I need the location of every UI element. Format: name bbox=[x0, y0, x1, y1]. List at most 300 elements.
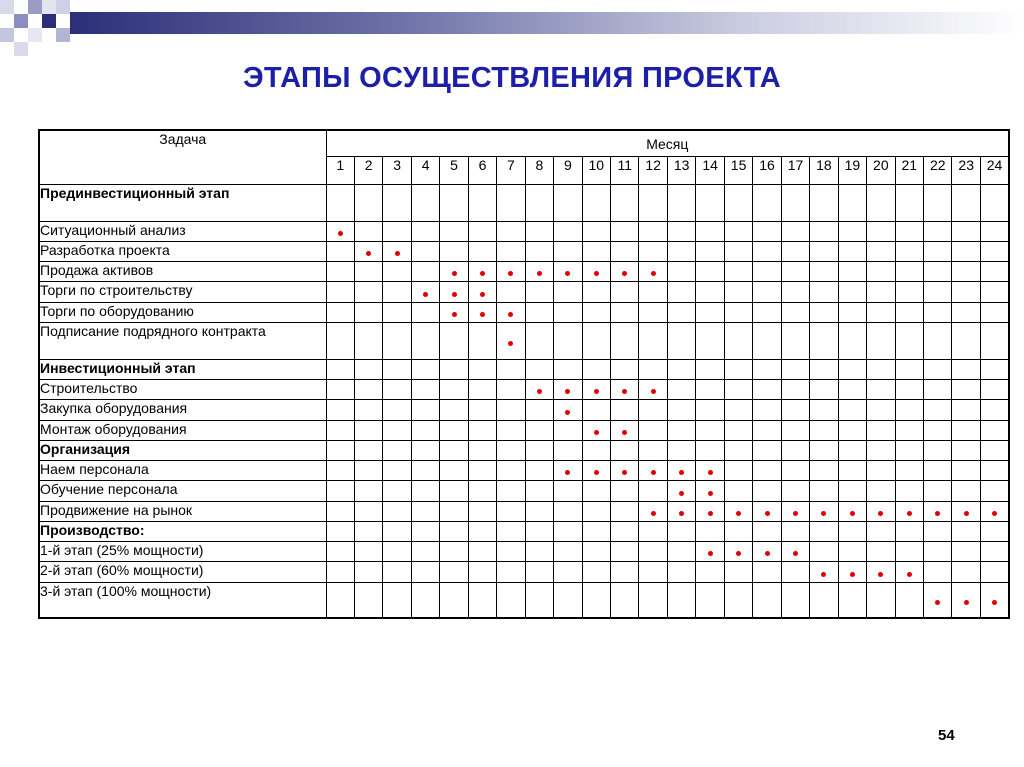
month-cell bbox=[468, 460, 496, 480]
month-cell bbox=[497, 302, 525, 322]
month-cell bbox=[326, 379, 354, 399]
month-cell bbox=[838, 480, 866, 501]
month-cell bbox=[952, 501, 980, 521]
month-cell bbox=[895, 420, 923, 440]
month-cell bbox=[468, 501, 496, 521]
task-row bbox=[39, 359, 1009, 379]
month-cell bbox=[696, 521, 724, 541]
month-cell bbox=[724, 460, 752, 480]
month-cell bbox=[611, 221, 639, 241]
month-cell bbox=[497, 322, 525, 359]
task-row bbox=[39, 420, 1009, 440]
month-cell bbox=[497, 379, 525, 399]
month-cell bbox=[924, 399, 952, 420]
header-gradient-bar bbox=[70, 12, 1024, 34]
month-cell bbox=[468, 561, 496, 582]
month-number: 19 bbox=[838, 156, 866, 184]
activity-marker bbox=[708, 491, 713, 496]
month-cell bbox=[639, 420, 667, 440]
activity-marker bbox=[821, 511, 826, 516]
month-cell bbox=[354, 521, 382, 541]
activity-marker bbox=[537, 389, 542, 394]
month-cell bbox=[980, 184, 1009, 221]
month-cell bbox=[867, 521, 895, 541]
month-cell bbox=[838, 399, 866, 420]
month-cell bbox=[753, 322, 781, 359]
month-cell bbox=[696, 302, 724, 322]
month-cell bbox=[895, 359, 923, 379]
month-cell bbox=[440, 541, 468, 561]
month-cell bbox=[667, 582, 695, 618]
phase-label: Производство: bbox=[39, 521, 326, 541]
month-cell bbox=[582, 241, 610, 261]
month-cell bbox=[980, 440, 1009, 460]
month-cell bbox=[582, 302, 610, 322]
month-cell bbox=[639, 241, 667, 261]
month-cell bbox=[411, 582, 439, 618]
activity-marker bbox=[679, 511, 684, 516]
month-cell bbox=[411, 420, 439, 440]
month-cell bbox=[980, 302, 1009, 322]
month-cell bbox=[639, 440, 667, 460]
month-cell bbox=[411, 281, 439, 302]
month-cell bbox=[497, 281, 525, 302]
month-cell bbox=[667, 359, 695, 379]
month-number: 5 bbox=[440, 156, 468, 184]
month-cell bbox=[440, 501, 468, 521]
month-column-header: Месяц bbox=[326, 130, 1009, 156]
activity-marker bbox=[622, 271, 627, 276]
month-cell bbox=[582, 541, 610, 561]
activity-marker bbox=[679, 491, 684, 496]
month-cell bbox=[724, 420, 752, 440]
month-cell bbox=[582, 582, 610, 618]
month-cell bbox=[611, 541, 639, 561]
month-number: 12 bbox=[639, 156, 667, 184]
activity-marker bbox=[651, 511, 656, 516]
month-cell bbox=[525, 379, 553, 399]
month-cell bbox=[468, 261, 496, 281]
month-cell bbox=[810, 281, 838, 302]
month-number: 24 bbox=[980, 156, 1009, 184]
month-cell bbox=[326, 561, 354, 582]
task-label: Обучение персонала bbox=[39, 480, 326, 501]
month-cell bbox=[354, 541, 382, 561]
month-cell bbox=[354, 582, 382, 618]
month-cell bbox=[440, 440, 468, 460]
month-cell bbox=[440, 184, 468, 221]
month-cell bbox=[952, 460, 980, 480]
activity-marker bbox=[736, 551, 741, 556]
month-number: 9 bbox=[554, 156, 582, 184]
activity-marker bbox=[480, 312, 485, 317]
month-cell bbox=[781, 322, 809, 359]
month-cell bbox=[952, 261, 980, 281]
month-number: 20 bbox=[867, 156, 895, 184]
activity-marker bbox=[622, 389, 627, 394]
month-cell bbox=[781, 420, 809, 440]
month-cell bbox=[895, 241, 923, 261]
month-number: 7 bbox=[497, 156, 525, 184]
activity-marker bbox=[878, 572, 883, 577]
month-cell bbox=[667, 541, 695, 561]
month-cell bbox=[326, 399, 354, 420]
month-cell bbox=[952, 480, 980, 501]
month-cell bbox=[440, 460, 468, 480]
month-cell bbox=[440, 359, 468, 379]
month-cell bbox=[724, 582, 752, 618]
month-cell bbox=[867, 322, 895, 359]
month-cell bbox=[582, 440, 610, 460]
month-cell bbox=[326, 221, 354, 241]
month-cell bbox=[582, 281, 610, 302]
month-cell bbox=[924, 322, 952, 359]
month-cell bbox=[895, 440, 923, 460]
month-cell bbox=[810, 302, 838, 322]
month-cell bbox=[440, 521, 468, 541]
month-cell bbox=[326, 281, 354, 302]
month-cell bbox=[440, 221, 468, 241]
month-cell bbox=[838, 281, 866, 302]
month-cell bbox=[838, 261, 866, 281]
month-cell bbox=[326, 359, 354, 379]
page-title: ЭТАПЫ ОСУЩЕСТВЛЕНИЯ ПРОЕКТА bbox=[242, 62, 781, 94]
month-number: 18 bbox=[810, 156, 838, 184]
month-cell bbox=[696, 399, 724, 420]
month-cell bbox=[724, 184, 752, 221]
month-cell bbox=[611, 440, 639, 460]
month-cell bbox=[554, 460, 582, 480]
month-cell bbox=[354, 440, 382, 460]
month-cell bbox=[810, 521, 838, 541]
month-cell bbox=[895, 281, 923, 302]
month-cell bbox=[354, 281, 382, 302]
month-cell bbox=[611, 521, 639, 541]
activity-marker bbox=[765, 551, 770, 556]
month-cell bbox=[696, 582, 724, 618]
month-cell bbox=[696, 261, 724, 281]
task-row bbox=[39, 302, 1009, 322]
month-cell bbox=[980, 561, 1009, 582]
month-cell bbox=[838, 379, 866, 399]
month-cell bbox=[411, 440, 439, 460]
month-cell bbox=[952, 241, 980, 261]
month-cell bbox=[952, 379, 980, 399]
activity-marker bbox=[708, 511, 713, 516]
month-cell bbox=[667, 399, 695, 420]
month-cell bbox=[525, 440, 553, 460]
month-cell bbox=[838, 302, 866, 322]
month-cell bbox=[468, 521, 496, 541]
month-number: 6 bbox=[468, 156, 496, 184]
month-cell bbox=[781, 541, 809, 561]
month-cell bbox=[497, 521, 525, 541]
month-cell bbox=[980, 501, 1009, 521]
month-cell bbox=[980, 541, 1009, 561]
month-cell bbox=[468, 302, 496, 322]
month-cell bbox=[895, 302, 923, 322]
month-cell bbox=[497, 582, 525, 618]
month-cell bbox=[724, 221, 752, 241]
month-cell bbox=[525, 521, 553, 541]
month-cell bbox=[582, 521, 610, 541]
month-cell bbox=[354, 420, 382, 440]
month-cell bbox=[554, 582, 582, 618]
month-cell bbox=[867, 561, 895, 582]
month-cell bbox=[753, 261, 781, 281]
month-cell bbox=[781, 221, 809, 241]
task-row bbox=[39, 561, 1009, 582]
task-row bbox=[39, 281, 1009, 302]
month-cell bbox=[952, 281, 980, 302]
month-cell bbox=[582, 420, 610, 440]
month-cell bbox=[326, 460, 354, 480]
month-cell bbox=[525, 561, 553, 582]
task-row bbox=[39, 379, 1009, 399]
month-cell bbox=[980, 480, 1009, 501]
month-cell bbox=[611, 501, 639, 521]
month-cell bbox=[525, 184, 553, 221]
task-row bbox=[39, 322, 1009, 359]
month-cell bbox=[696, 241, 724, 261]
month-cell bbox=[639, 561, 667, 582]
month-cell bbox=[867, 184, 895, 221]
month-cell bbox=[440, 561, 468, 582]
month-cell bbox=[326, 440, 354, 460]
month-cell bbox=[895, 221, 923, 241]
month-cell bbox=[924, 561, 952, 582]
month-cell bbox=[838, 322, 866, 359]
task-label: Продвижение на рынок bbox=[39, 501, 326, 521]
month-cell bbox=[639, 359, 667, 379]
month-cell bbox=[810, 184, 838, 221]
month-cell bbox=[952, 221, 980, 241]
task-row bbox=[39, 399, 1009, 420]
month-cell bbox=[440, 399, 468, 420]
month-cell bbox=[838, 582, 866, 618]
month-cell bbox=[952, 420, 980, 440]
month-cell bbox=[753, 541, 781, 561]
month-cell bbox=[667, 281, 695, 302]
month-cell bbox=[497, 359, 525, 379]
month-cell bbox=[354, 221, 382, 241]
month-cell bbox=[980, 359, 1009, 379]
month-cell bbox=[525, 460, 553, 480]
month-cell bbox=[895, 541, 923, 561]
month-cell bbox=[582, 184, 610, 221]
month-cell bbox=[781, 261, 809, 281]
task-row bbox=[39, 440, 1009, 460]
month-cell bbox=[639, 582, 667, 618]
month-cell bbox=[639, 480, 667, 501]
month-cell bbox=[924, 521, 952, 541]
month-cell bbox=[383, 322, 411, 359]
task-row bbox=[39, 480, 1009, 501]
month-cell bbox=[867, 241, 895, 261]
month-cell bbox=[781, 460, 809, 480]
month-cell bbox=[895, 561, 923, 582]
month-cell bbox=[554, 281, 582, 302]
task-row bbox=[39, 541, 1009, 561]
month-cell bbox=[468, 379, 496, 399]
month-cell bbox=[895, 521, 923, 541]
month-cell bbox=[753, 501, 781, 521]
month-cell bbox=[468, 221, 496, 241]
month-cell bbox=[554, 359, 582, 379]
month-cell bbox=[810, 379, 838, 399]
activity-marker bbox=[480, 292, 485, 297]
task-row bbox=[39, 501, 1009, 521]
month-cell bbox=[810, 221, 838, 241]
month-cell bbox=[980, 221, 1009, 241]
month-cell bbox=[781, 359, 809, 379]
month-cell bbox=[326, 521, 354, 541]
month-cell bbox=[354, 501, 382, 521]
month-cell bbox=[838, 241, 866, 261]
activity-marker bbox=[793, 551, 798, 556]
month-cell bbox=[440, 261, 468, 281]
month-cell bbox=[838, 541, 866, 561]
month-cell bbox=[781, 241, 809, 261]
month-cell bbox=[980, 322, 1009, 359]
month-cell bbox=[838, 561, 866, 582]
month-cell bbox=[810, 261, 838, 281]
month-cell bbox=[354, 184, 382, 221]
month-cell bbox=[810, 541, 838, 561]
month-cell bbox=[525, 359, 553, 379]
gantt-table bbox=[38, 129, 1010, 619]
month-cell bbox=[411, 521, 439, 541]
month-cell bbox=[980, 379, 1009, 399]
month-cell bbox=[326, 541, 354, 561]
month-cell bbox=[383, 241, 411, 261]
month-cell bbox=[497, 261, 525, 281]
activity-marker bbox=[622, 430, 627, 435]
activity-marker bbox=[508, 271, 513, 276]
month-cell bbox=[411, 261, 439, 281]
month-cell bbox=[411, 322, 439, 359]
activity-marker bbox=[480, 271, 485, 276]
month-cell bbox=[895, 399, 923, 420]
month-cell bbox=[354, 241, 382, 261]
month-cell bbox=[354, 561, 382, 582]
month-cell bbox=[667, 379, 695, 399]
month-cell bbox=[781, 521, 809, 541]
task-label: Монтаж оборудования bbox=[39, 420, 326, 440]
activity-marker bbox=[452, 271, 457, 276]
month-cell bbox=[497, 420, 525, 440]
month-cell bbox=[497, 184, 525, 221]
month-cell bbox=[667, 261, 695, 281]
month-cell bbox=[411, 221, 439, 241]
month-cell bbox=[867, 221, 895, 241]
month-cell bbox=[639, 302, 667, 322]
month-cell bbox=[354, 480, 382, 501]
month-cell bbox=[810, 582, 838, 618]
month-cell bbox=[497, 561, 525, 582]
month-cell bbox=[867, 302, 895, 322]
month-cell bbox=[696, 379, 724, 399]
month-cell bbox=[639, 322, 667, 359]
task-column-header: Задача bbox=[39, 130, 326, 184]
month-cell bbox=[838, 359, 866, 379]
month-cell bbox=[411, 561, 439, 582]
month-cell bbox=[383, 302, 411, 322]
month-cell bbox=[867, 501, 895, 521]
month-cell bbox=[867, 420, 895, 440]
activity-marker bbox=[594, 271, 599, 276]
month-cell bbox=[980, 582, 1009, 618]
month-cell bbox=[639, 379, 667, 399]
month-cell bbox=[611, 261, 639, 281]
activity-marker bbox=[850, 572, 855, 577]
month-number: 10 bbox=[582, 156, 610, 184]
month-cell bbox=[525, 501, 553, 521]
month-cell bbox=[554, 561, 582, 582]
month-cell bbox=[497, 221, 525, 241]
month-cell bbox=[952, 440, 980, 460]
month-cell bbox=[554, 184, 582, 221]
month-number: 22 bbox=[924, 156, 952, 184]
month-cell bbox=[667, 561, 695, 582]
month-cell bbox=[525, 582, 553, 618]
month-cell bbox=[525, 541, 553, 561]
month-cell bbox=[611, 302, 639, 322]
month-cell bbox=[440, 582, 468, 618]
month-number: 3 bbox=[383, 156, 411, 184]
month-cell bbox=[980, 241, 1009, 261]
month-cell bbox=[582, 379, 610, 399]
month-cell bbox=[468, 420, 496, 440]
month-cell bbox=[440, 281, 468, 302]
month-cell bbox=[326, 184, 354, 221]
activity-marker bbox=[850, 511, 855, 516]
month-cell bbox=[497, 480, 525, 501]
month-cell bbox=[639, 541, 667, 561]
month-cell bbox=[326, 480, 354, 501]
activity-marker bbox=[992, 511, 997, 516]
month-cell bbox=[753, 399, 781, 420]
month-cell bbox=[753, 460, 781, 480]
month-cell bbox=[980, 261, 1009, 281]
month-cell bbox=[525, 302, 553, 322]
month-cell bbox=[554, 322, 582, 359]
month-cell bbox=[468, 241, 496, 261]
month-cell bbox=[326, 322, 354, 359]
activity-marker bbox=[452, 312, 457, 317]
activity-marker bbox=[736, 511, 741, 516]
month-cell bbox=[639, 281, 667, 302]
month-cell bbox=[611, 480, 639, 501]
month-cell bbox=[497, 241, 525, 261]
month-cell bbox=[354, 322, 382, 359]
month-cell bbox=[354, 302, 382, 322]
month-cell bbox=[383, 561, 411, 582]
month-cell bbox=[525, 399, 553, 420]
month-cell bbox=[810, 399, 838, 420]
month-cell bbox=[354, 261, 382, 281]
month-cell bbox=[924, 440, 952, 460]
month-cell bbox=[497, 501, 525, 521]
month-cell bbox=[525, 420, 553, 440]
phase-label: Организация bbox=[39, 440, 326, 460]
month-cell bbox=[696, 221, 724, 241]
month-cell bbox=[326, 241, 354, 261]
task-row bbox=[39, 241, 1009, 261]
month-cell bbox=[924, 302, 952, 322]
month-number: 14 bbox=[696, 156, 724, 184]
month-cell bbox=[924, 541, 952, 561]
